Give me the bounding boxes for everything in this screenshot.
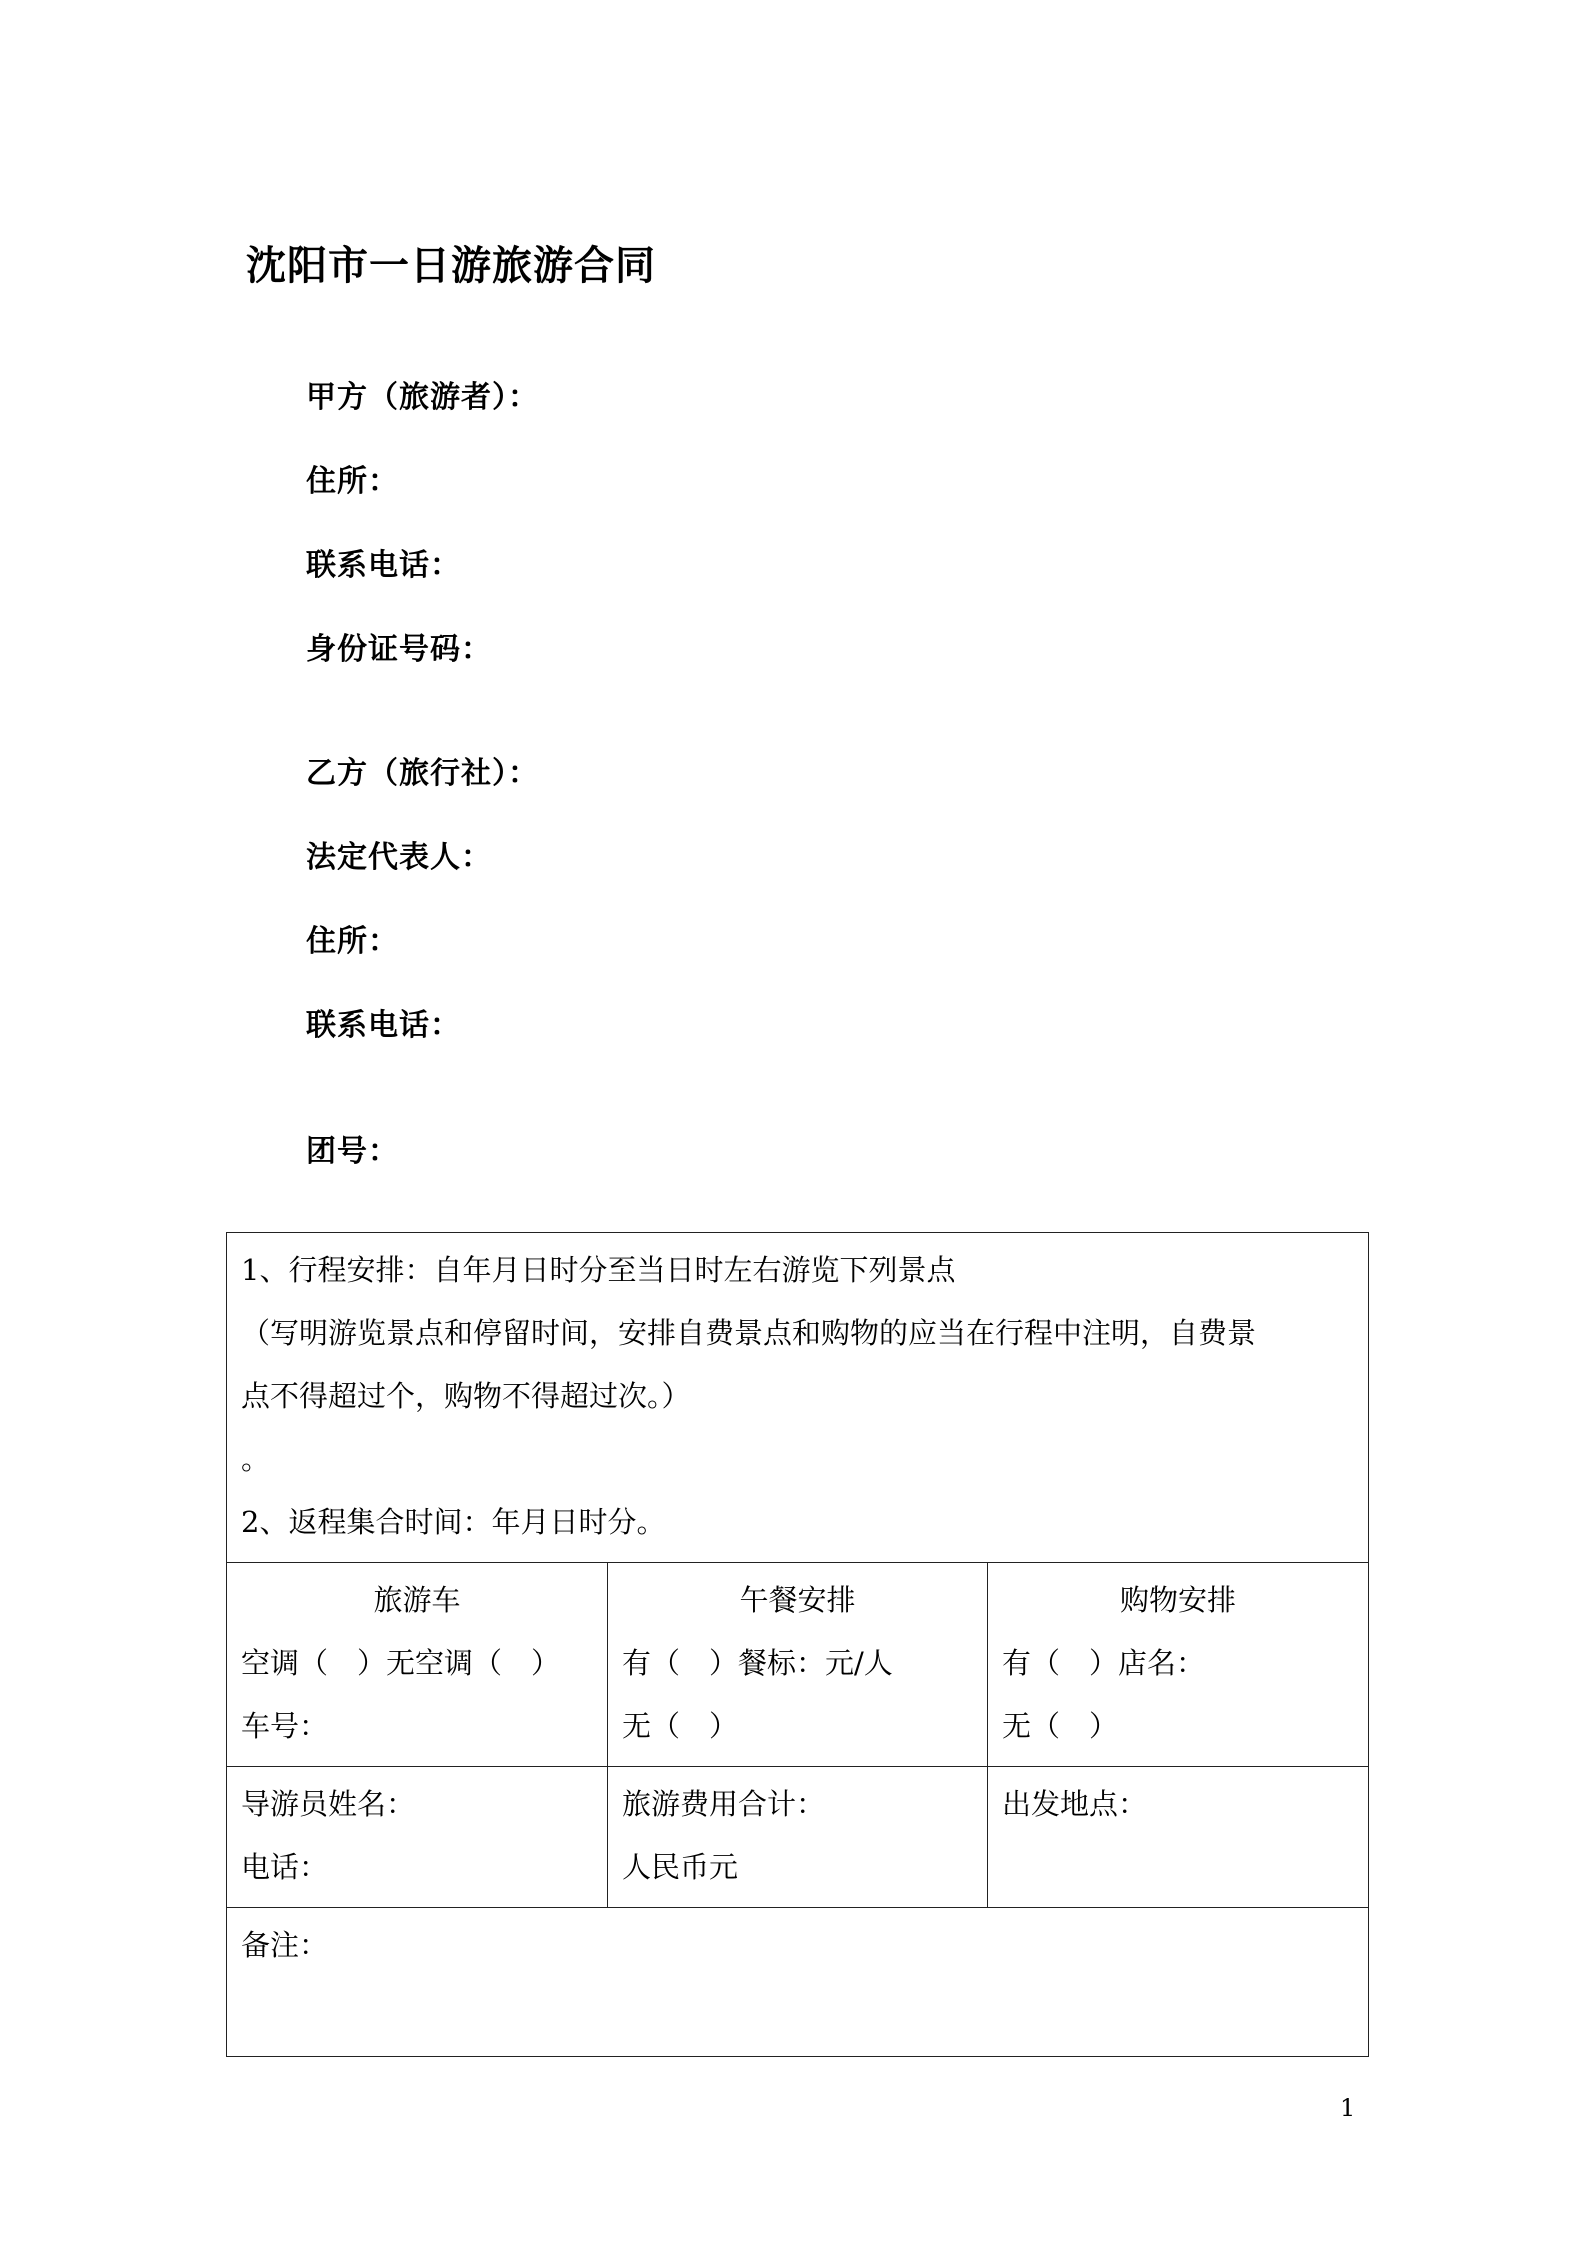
shopping-header: 购物安排 <box>1120 1583 1237 1617</box>
departure-cell <box>988 1767 1369 1908</box>
party-a-id-label: 身份证号码： <box>306 632 492 667</box>
bus-ac-line: 空调（ ）无空调（ ） <box>241 1646 561 1680</box>
bus-plate-label: 车号： <box>241 1709 329 1743</box>
party-a-phone-label: 联系电话： <box>306 548 461 583</box>
itinerary-cell <box>227 1233 1369 1563</box>
guide-phone-label: 电话： <box>241 1850 329 1884</box>
guide-name-label: 导游员姓名： <box>241 1787 416 1821</box>
bus-cell <box>227 1563 608 1767</box>
itinerary-table <box>226 1232 1369 2057</box>
party-a-name-label: 甲方（旅游者）： <box>306 380 539 415</box>
arrangements-row <box>227 1563 1369 1767</box>
departure-label: 出发地点： <box>1002 1787 1148 1821</box>
lunch-yes-line: 有（ ）餐标：元/人 <box>622 1646 893 1680</box>
itinerary-line-3: 点不得超过个，购物不得超过次。） <box>241 1379 691 1413</box>
itinerary-line-4: 。 <box>241 1442 271 1476</box>
party-b-name-label: 乙方（旅行社）： <box>306 756 539 791</box>
remarks-row <box>227 1908 1369 2057</box>
guide-fee-row <box>227 1767 1369 1908</box>
itinerary-row <box>227 1233 1369 1563</box>
party-b-phone-label: 联系电话： <box>306 1008 461 1043</box>
contract-title: 沈阳市一日游旅游合同 <box>246 243 656 289</box>
party-a-address-label: 住所： <box>306 464 399 499</box>
guide-cell <box>227 1767 608 1908</box>
shopping-cell <box>988 1563 1369 1767</box>
itinerary-line-2: （写明游览景点和停留时间，安排自费景点和购物的应当在行程中注明，自费景 <box>241 1316 1257 1350</box>
itinerary-line-1: 1、行程安排：自年月日时分至当日时左右游览下列景点 <box>241 1253 956 1287</box>
itinerary-line-5: 2、返程集合时间：年月日时分。 <box>241 1505 666 1539</box>
party-b-address-label: 住所： <box>306 924 399 959</box>
lunch-no-line: 无（ ） <box>622 1709 739 1743</box>
lunch-cell <box>608 1563 988 1767</box>
shopping-no-line: 无（ ） <box>1002 1709 1119 1743</box>
fee-total-label: 旅游费用合计： <box>622 1787 826 1821</box>
fee-cell <box>608 1767 988 1908</box>
group-number-label: 团号： <box>306 1134 399 1169</box>
page-number: 1 <box>1340 2094 1356 2122</box>
remarks-label: 备注： <box>241 1928 329 1962</box>
remarks-cell <box>227 1908 1369 2057</box>
lunch-header: 午餐安排 <box>739 1583 856 1617</box>
bus-header: 旅游车 <box>373 1583 461 1617</box>
fee-currency: 人民币元 <box>622 1850 739 1884</box>
party-b-rep-label: 法定代表人： <box>306 840 492 875</box>
shopping-yes-line: 有（ ）店名： <box>1002 1646 1206 1680</box>
